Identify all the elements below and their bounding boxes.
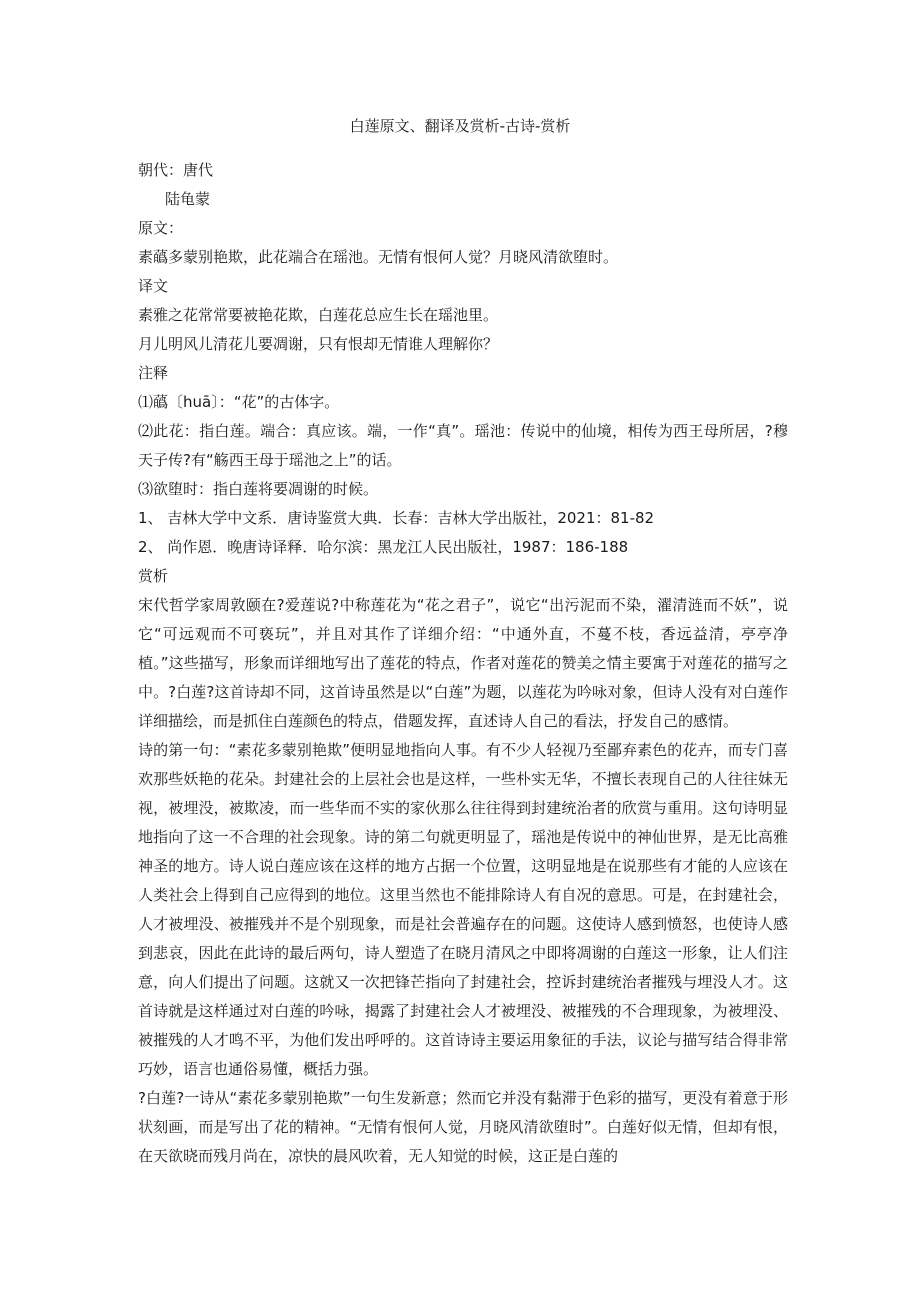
document-title: 白莲原文、翻译及赏析-古诗-赏析 bbox=[349, 117, 571, 135]
notes-heading: 注释 bbox=[138, 364, 169, 382]
appreciation-paragraph: ?白莲?一诗从“素花多蒙别艳欺”一句生发新意；然而它并没有黏滞于色彩的描写，更没有着意于形状刻画，而是写出了花的精神。“无情有恨何人觉，月晓风清欲堕时”。白莲好似无情，但却有恨，在天欲晓而残月尚在，凉快的晨风吹着，无人知觉的时候，这正是白莲的 bbox=[138, 1089, 788, 1165]
reference-item: 1、 吉林大学中文系．唐诗鉴赏大典．长春：吉林大学出版社，2021：81-82 bbox=[138, 509, 655, 527]
note-item: ⑴蘤〔huā〕：“花”的古体字。 bbox=[138, 393, 340, 411]
reference-item: 2、 尚作恩．晚唐诗译释．哈尔滨：黑龙江人民出版社，1987：186-188 bbox=[138, 538, 629, 556]
document-body bbox=[138, 156, 788, 1171]
original-heading: 原文： bbox=[138, 219, 184, 237]
original-poem-text: 素蘤多蒙别艳欺，此花端合在瑶池。无情有恨何人觉？月晓风清欲堕时。 bbox=[138, 248, 619, 266]
translation-line: 月儿明风儿清花儿要凋谢，只有恨却无情谁人理解你？ bbox=[138, 335, 499, 353]
author-name: 陆龟蒙 bbox=[165, 190, 211, 208]
translation-heading: 译文 bbox=[138, 277, 169, 295]
appreciation-paragraph: 宋代哲学家周敦颐在?爱莲说?中称莲花为“花之君子”，说它“出污泥而不染，濯清涟而不妖”，说它“可远观而不可亵玩”，并且对其作了详细介绍：“中通外直，不蔓不枝，香远益清，亭亭净植。”这些描写，形象而详细地写出了莲花的特点，作者对莲花的赞美之情主要寓于对莲花的描写之中。?白莲?这首诗却不同，这首诗虽然是以“白莲”为题，以莲花为吟咏对象，但诗人没有对白莲作详细描绘，而是抓住白莲颜色的特点，借题发挥，直述诗人自己的看法，抒发自己的感情。 bbox=[138, 596, 788, 730]
note-item: ⑶欲堕时：指白莲将要凋谢的时候。 bbox=[138, 480, 379, 498]
dynasty-line: 朝代：唐代 bbox=[138, 161, 214, 179]
translation-line: 素雅之花常常要被艳花欺，白莲花总应生长在瑶池里。 bbox=[138, 306, 499, 324]
appreciation-paragraph: 诗的第一句：“素花多蒙别艳欺”便明显地指向人事。有不少人轻视乃至鄙弃素色的花卉，而专门喜欢那些妖艳的花朵。封建社会的上层社会也是这样，一些朴实无华，不擅长表现自己的人往往妹无视，被埋没，被欺凌，而一些华而不实的家伙那么往往得到封建统治者的欣赏与重用。这句诗明显地指向了这一不合理的社会现象。诗的第二句就更明显了，瑶池是传说中的神仙世界，是无比高雅神圣的地方。诗人说白莲应该在这样的地方占据一个位置，这明显地是在说那些有才能的人应该在人类社会上得到自己应得到的地位。这里当然也不能排除诗人有自况的意思。可是，在封建社会，人才被埋没、被摧残并不是个别现象，而是社会普遍存在的问题。这使诗人感到愤怒，也使诗人感到悲哀，因此在此诗的最后两句，诗人塑造了在晓月清风之中即将凋谢的白莲这一形象，让人们注意，向人们提出了问题。这就又一次把锋芒指向了封建社会，控诉封建统治者摧残与埋没人才。这首诗就是这样通过对白莲的吟咏，揭露了封建社会人才被埋没、被摧残的不合理现象，为被埋没、被摧残的人才鸣不平，为他们发出呼呼的。这首诗诗主要运用象征的手法，议论与描写结合得非常巧妙，语言也通俗易懂，概括力强。 bbox=[138, 741, 788, 1078]
appreciation-heading: 赏析 bbox=[138, 567, 169, 585]
note-item: ⑵此花：指白莲。端合：真应该。端，一作“真”。瑶池：传说中的仙境，相传为西王母所居，?穆天子传?有“觞西王母于瑶池之上”的话。 bbox=[138, 422, 788, 469]
